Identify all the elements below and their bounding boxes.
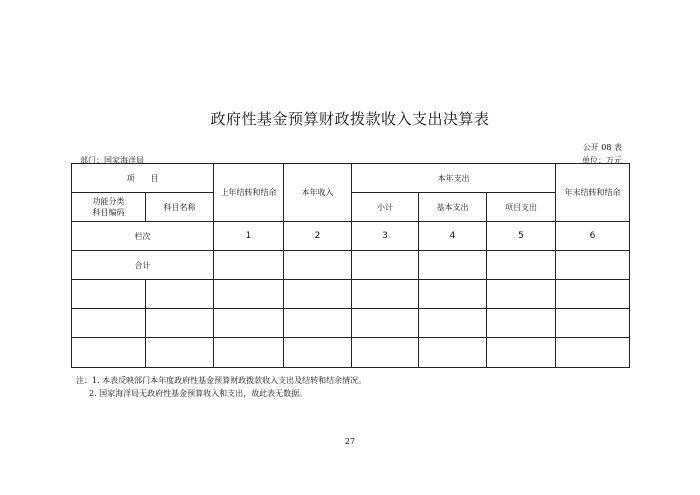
table-cell [214,251,284,280]
table-cell [419,309,487,338]
page-title: 政府性基金预算财政拨款收入支出决算表 [210,110,490,128]
column-number-4: 4 [419,222,487,251]
subtotal-header: 小计 [352,193,419,222]
current-year-income-header: 本年收入 [284,164,352,222]
column-number-3: 3 [352,222,419,251]
table-cell [487,338,556,368]
table-cell [352,280,419,309]
table-cell [556,251,630,280]
table-cell [284,309,352,338]
table-row [72,280,630,309]
prev-year-balance-header: 上年结转和结余 [214,164,284,222]
table-cell [214,338,284,368]
table-row [72,338,630,368]
department-label: 部门：国家海洋局 [80,156,144,165]
table-cell [487,280,556,309]
table-cell [352,338,419,368]
table-cell [146,280,214,309]
table-cell [284,338,352,368]
row-number-label: 栏次 [72,222,214,251]
fund-budget-table [71,163,630,368]
table-cell [146,338,214,368]
function-category-label: 功能分类 [92,197,125,206]
table-cell [419,338,487,368]
table-cell [487,309,556,338]
subject-name-header: 科目名称 [146,193,214,222]
table-row [72,309,630,338]
table-cell [72,309,146,338]
item-header: 项 目 [72,164,214,193]
table-cell [419,251,487,280]
note-line: 注：1. 本表反映部门本年度政府性基金预算财政拨款收入支出及结转和结余情况。 [76,376,367,385]
column-number-1: 1 [214,222,284,251]
table-cell [556,338,630,368]
year-end-balance-header: 年末结转和结余 [556,164,630,222]
table-cell [284,251,352,280]
table-cell [556,309,630,338]
table-cell [72,338,146,368]
project-expenditure-header: 项目支出 [487,193,556,222]
table-cell [556,280,630,309]
column-number-6: 6 [556,222,630,251]
unit-label: 单位：万元 [582,156,622,165]
subject-code-label: 科目编码 [92,208,125,217]
function-category-header [72,193,146,222]
table-cell [284,280,352,309]
table-cell [146,309,214,338]
table-cell [72,280,146,309]
current-year-expenditure-header: 本年支出 [352,164,556,193]
table-notes [76,374,366,400]
page-number: 27 [344,437,356,446]
table-cell [214,309,284,338]
table-code: 公开 08 表 [582,143,622,152]
table-cell [214,280,284,309]
basic-expenditure-header: 基本支出 [419,193,487,222]
note-line: 2. 国家海洋局无政府性基金预算收入和支出，故此表无数据。 [89,389,308,398]
column-number-5: 5 [487,222,556,251]
total-label: 合计 [72,251,214,280]
table-cell [419,280,487,309]
table-cell [487,251,556,280]
column-number-2: 2 [284,222,352,251]
table-cell [352,251,419,280]
table-cell [352,309,419,338]
